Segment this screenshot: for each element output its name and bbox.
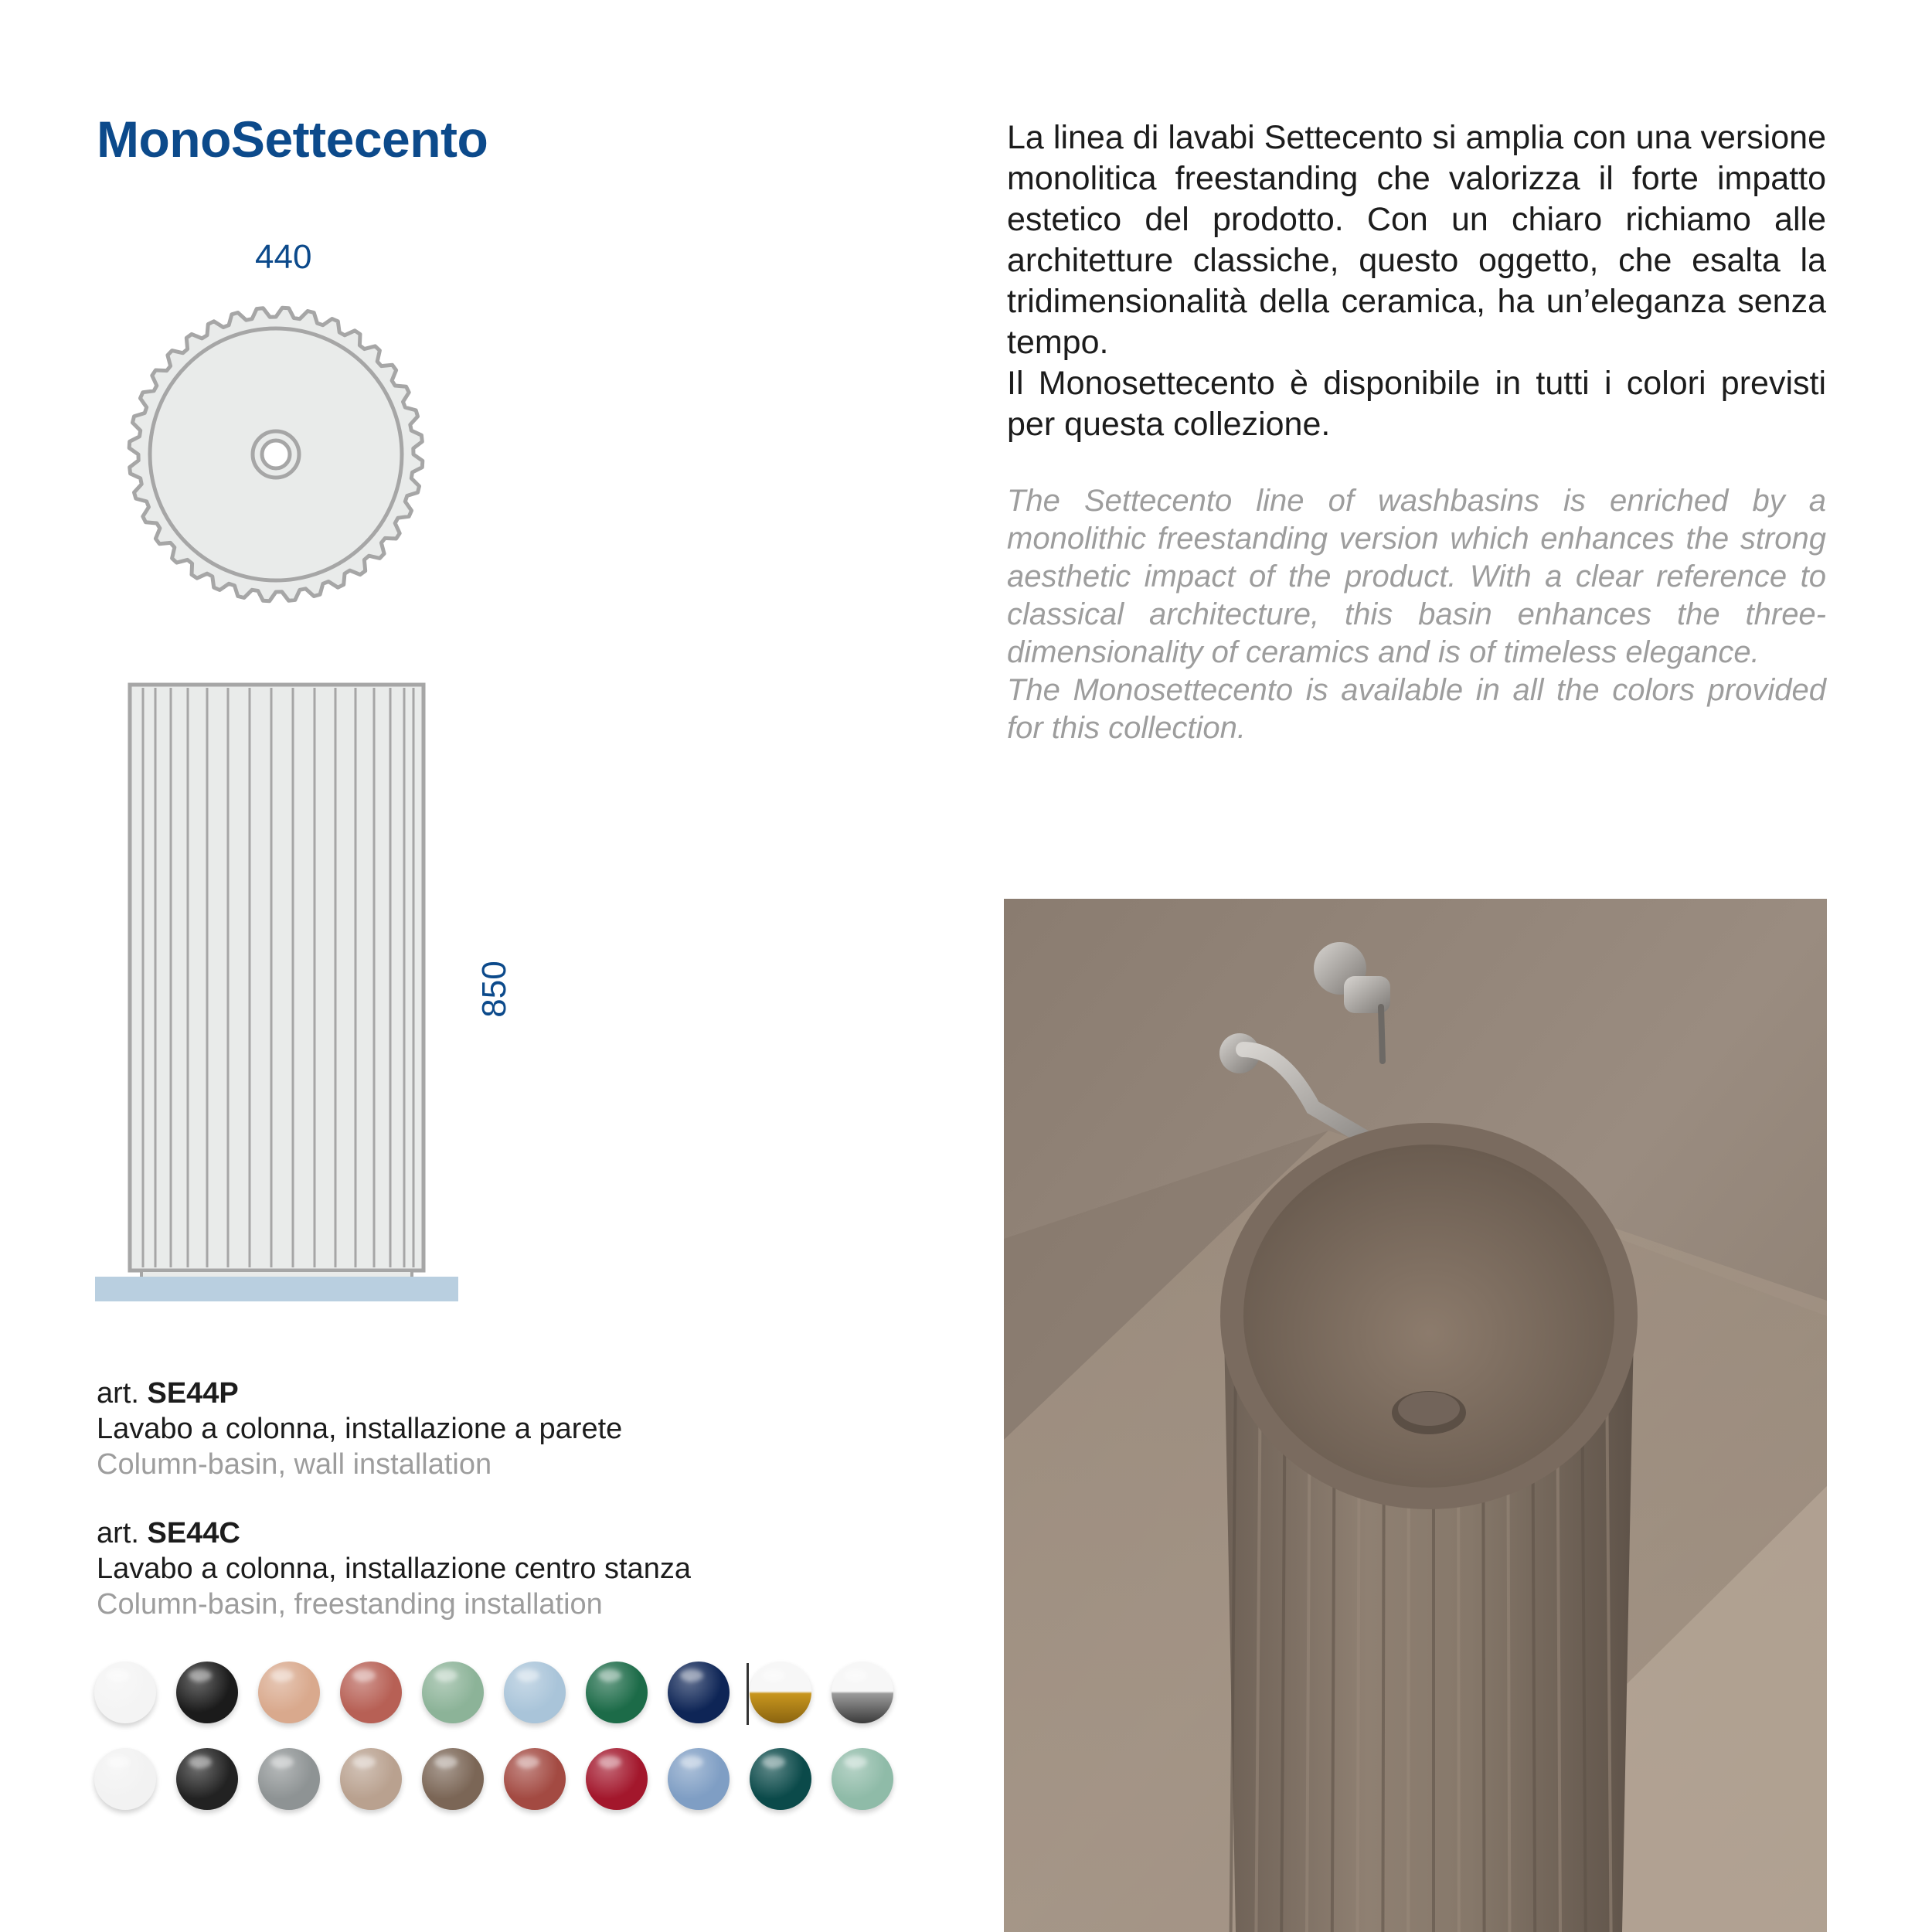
article-description-it: Lavabo a colonna, installazione centro stanza: [97, 1553, 691, 1585]
basin-top-view-drawing: [124, 305, 433, 611]
drain-inner: [262, 440, 290, 468]
color-swatch: [422, 1662, 484, 1723]
swatch-row-matte: [94, 1748, 921, 1835]
description-en-paragraph-1: The Settecento line of washbasins is enriched by a monolithic freestanding version which enhances the strong aesthetic impact of the product. With a clear reference to classical architecture, this basin enhances the three-dimensionality of ceramics and is of timeless elegance.: [1007, 484, 1826, 669]
color-swatch: [832, 1748, 893, 1810]
color-swatch: [258, 1662, 320, 1723]
article-description-en: Column-basin, freestanding installation: [97, 1588, 603, 1621]
color-swatch: [94, 1748, 156, 1810]
page-title: MonoSettecento: [97, 111, 488, 168]
color-swatch: [668, 1662, 730, 1723]
color-swatch: [586, 1662, 648, 1723]
height-dimension-label: 850: [475, 961, 513, 1018]
color-swatch: [340, 1748, 402, 1810]
color-swatch: [422, 1748, 484, 1810]
description-english: [1007, 482, 1826, 747]
article-se44c: [97, 1515, 869, 1622]
color-swatch: [504, 1662, 566, 1723]
swatch-row-glossy: [94, 1662, 921, 1748]
color-swatch: [668, 1748, 730, 1810]
column-body: [130, 685, 423, 1270]
color-swatch: [340, 1662, 402, 1723]
article-se44p: [97, 1376, 869, 1482]
description-italian: [1007, 117, 1826, 445]
article-prefix: art.: [97, 1517, 139, 1549]
floor-line: [95, 1277, 458, 1301]
color-swatch: [176, 1662, 238, 1723]
color-swatch: [176, 1748, 238, 1810]
width-dimension-label: 440: [255, 238, 312, 276]
swatch-divider: [747, 1663, 749, 1725]
description-en-paragraph-2: The Monosettecento is available in all the colors provided for this collection.: [1007, 673, 1826, 745]
product-photo: [1004, 899, 1827, 1932]
color-swatch: [750, 1662, 811, 1723]
color-swatches: [94, 1662, 921, 1835]
article-code: SE44P: [147, 1377, 239, 1410]
article-prefix: art.: [97, 1377, 139, 1410]
color-swatch: [258, 1748, 320, 1810]
color-swatch: [586, 1748, 648, 1810]
color-swatch: [94, 1662, 156, 1723]
article-code: SE44C: [147, 1517, 240, 1549]
color-swatch: [832, 1662, 893, 1723]
description-it-paragraph-1: La linea di lavabi Settecento si amplia con una versione monolitica freestanding che valorizza il forte impatto estetico del prodotto. Con un chiaro richiamo alle architetture classiche, questo oggetto, che esalta la tridimensionalità della ceramica, ha un’eleganza senza tempo.: [1007, 119, 1826, 361]
color-swatch: [504, 1748, 566, 1810]
article-description-en: Column-basin, wall installation: [97, 1448, 492, 1481]
column-side-view-drawing: [95, 680, 462, 1302]
article-code-line: [97, 1376, 869, 1411]
color-swatch: [750, 1748, 811, 1810]
article-description-it: Lavabo a colonna, installazione a parete: [97, 1413, 623, 1445]
description-it-paragraph-2: Il Monosettecento è disponibile in tutti i colori previsti per questa collezione.: [1007, 365, 1826, 443]
article-code-line: [97, 1515, 869, 1551]
